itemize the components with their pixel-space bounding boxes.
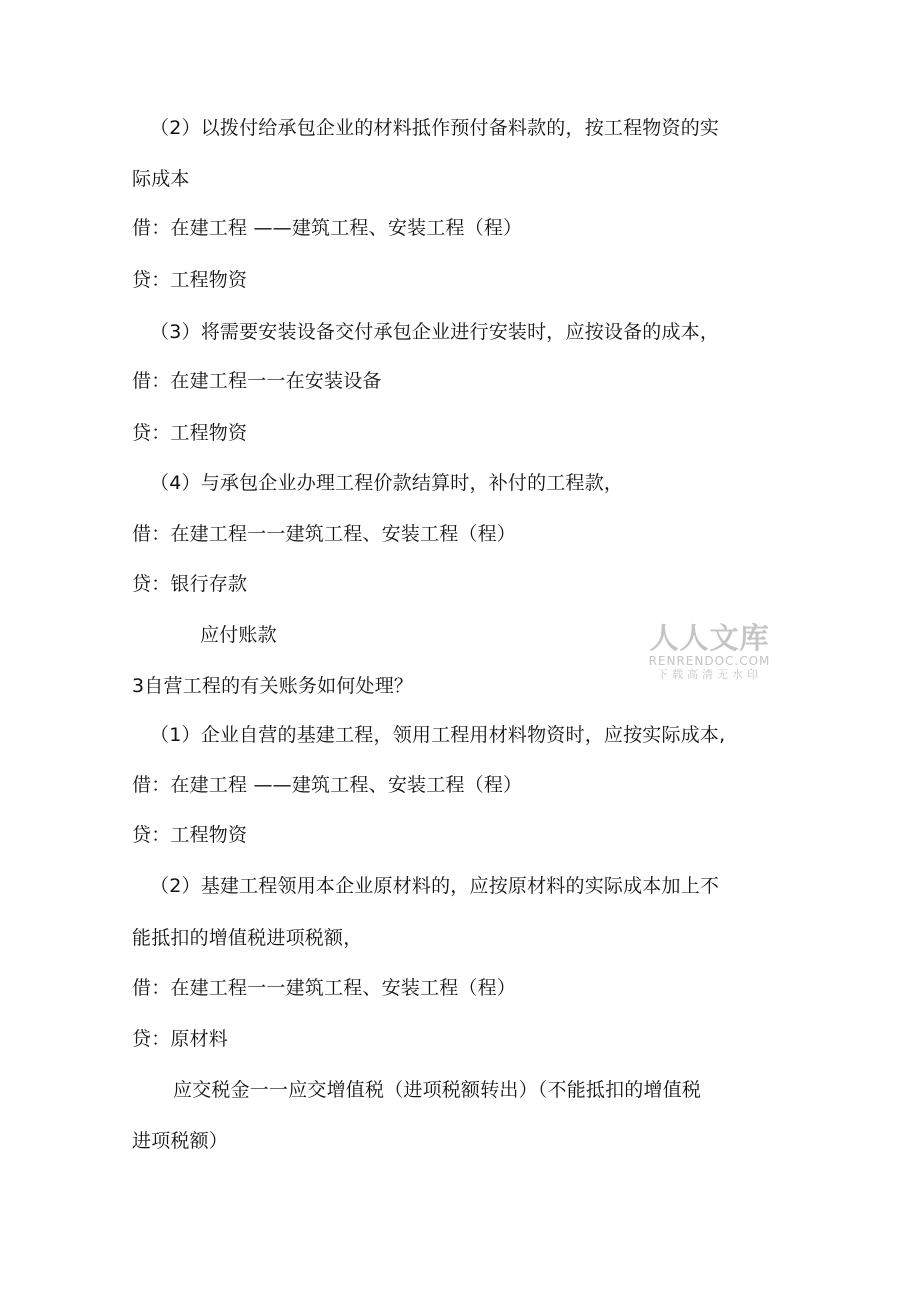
paragraph-line: （1）企业自营的基建工程，领用工程用材料物资时，应按实际成本, — [150, 724, 726, 746]
paragraph-line: （4）与承包企业办理工程价款结算时，补付的工程款， — [150, 472, 624, 494]
journal-credit-line: 贷：银行存款 — [132, 573, 248, 595]
paragraph-line: 进项税额） — [132, 1130, 229, 1152]
journal-credit-line: 贷：原材料 — [132, 1028, 229, 1050]
journal-debit-line: 借：在建工程 ——建筑工程、安装工程（程） — [132, 217, 523, 239]
journal-credit-line: 贷：工程物资 — [132, 824, 248, 846]
watermark-tagline: 下载高清无水印 — [657, 668, 762, 681]
paragraph-line: （2）以拨付给承包企业的材料抵作预付备料款的，按工程物资的实 — [150, 117, 720, 139]
journal-credit-line: 应交税金一一应交增值税（进项税额转出）（不能抵扣的增值税 — [173, 1079, 702, 1101]
journal-debit-line: 借：在建工程一一建筑工程、安装工程（程） — [132, 523, 517, 545]
journal-credit-line: 贷：工程物资 — [132, 269, 248, 291]
journal-debit-line: 借：在建工程一一在安装设备 — [132, 370, 382, 392]
journal-debit-line: 借：在建工程一一建筑工程、安装工程（程） — [132, 977, 517, 999]
paragraph-line: （3）将需要安装设备交付承包企业进行安装时，应按设备的成本， — [150, 321, 720, 343]
watermark-logo — [647, 622, 772, 682]
watermark-title: 人人文库 — [649, 621, 770, 655]
paragraph-line: 际成本 — [132, 168, 190, 190]
section-heading: 3自营工程的有关账务如何处理？ — [132, 675, 414, 697]
watermark-site: RENRENDOC.COM — [648, 654, 771, 668]
journal-credit-line: 应付账款 — [200, 624, 277, 646]
paragraph-line: 能抵扣的增值税进项税额， — [132, 927, 363, 949]
journal-credit-line: 贷：工程物资 — [132, 422, 248, 444]
paragraph-line: （2）基建工程领用本企业原材料的，应按原材料的实际成本加上不 — [150, 875, 720, 897]
journal-debit-line: 借：在建工程 ——建筑工程、安装工程（程） — [132, 774, 523, 796]
